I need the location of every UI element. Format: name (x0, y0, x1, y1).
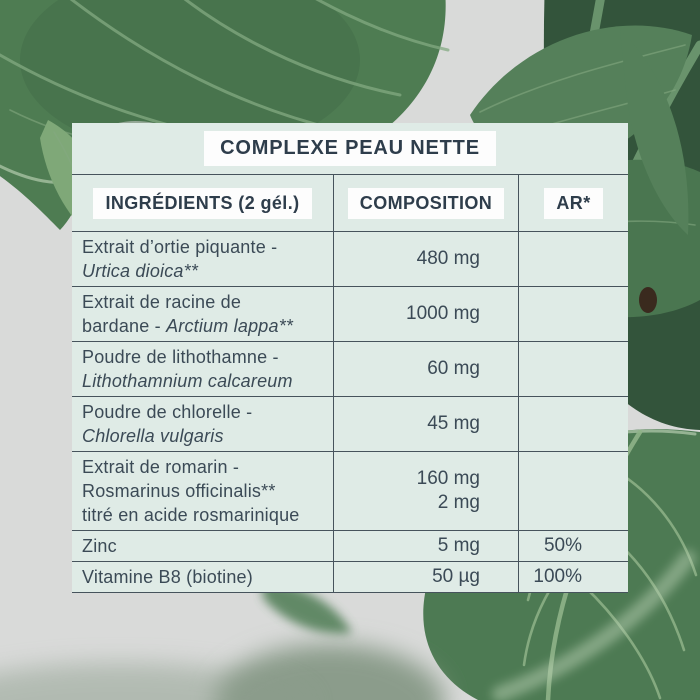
header-cell-ingredients (72, 175, 333, 231)
composition-cell: 480 mg (333, 232, 518, 286)
table-row (72, 287, 628, 342)
ingredient-cell: Poudre de chlorelle - Chlorella vulgaris (82, 402, 253, 446)
ar-cell: 100% (518, 562, 628, 592)
composition-cell: 1000 mg (333, 287, 518, 341)
ingredient-cell: Vitamine B8 (biotine) (82, 567, 253, 587)
header-cell-ar (518, 175, 628, 231)
table-body (72, 232, 628, 593)
ar-cell (518, 397, 628, 451)
header-cell-composition (333, 175, 518, 231)
table-row (72, 232, 628, 287)
ingredient-cell: Zinc (82, 536, 117, 556)
table-row (72, 342, 628, 397)
header-label-ingredients: INGRÉDIENTS (2 gél.) (93, 188, 311, 219)
composition-cell: 45 mg (333, 397, 518, 451)
ar-cell: 50% (518, 531, 628, 561)
ar-cell (518, 452, 628, 530)
header-label-composition: COMPOSITION (348, 188, 504, 219)
composition-cell: 160 mg 2 mg (333, 452, 518, 530)
composition-table (72, 123, 628, 593)
table-row (72, 452, 628, 531)
ar-cell (518, 342, 628, 396)
table-title-row (72, 123, 628, 174)
ar-cell (518, 287, 628, 341)
ar-cell (518, 232, 628, 286)
table-row (72, 397, 628, 452)
ingredient-cell: Extrait d’ortie piquante - Urtica dioica** (82, 237, 278, 281)
ingredient-cell: Extrait de racine de bardane - Arctium lappa** (82, 292, 294, 336)
table-title: COMPLEXE PEAU NETTE (204, 131, 496, 166)
table-row (72, 531, 628, 562)
ingredient-cell: Extrait de romarin - Rosmarinus officinalis** titré en acide rosmarinique (82, 457, 300, 525)
table-row (72, 562, 628, 593)
header-label-ar: AR* (544, 188, 602, 219)
composition-cell: 5 mg (333, 531, 518, 561)
composition-cell: 60 mg (333, 342, 518, 396)
ingredient-cell: Poudre de lithothamne - Lithothamnium calcareum (82, 347, 293, 391)
table-header-row (72, 174, 628, 232)
composition-cell: 50 µg (333, 562, 518, 592)
